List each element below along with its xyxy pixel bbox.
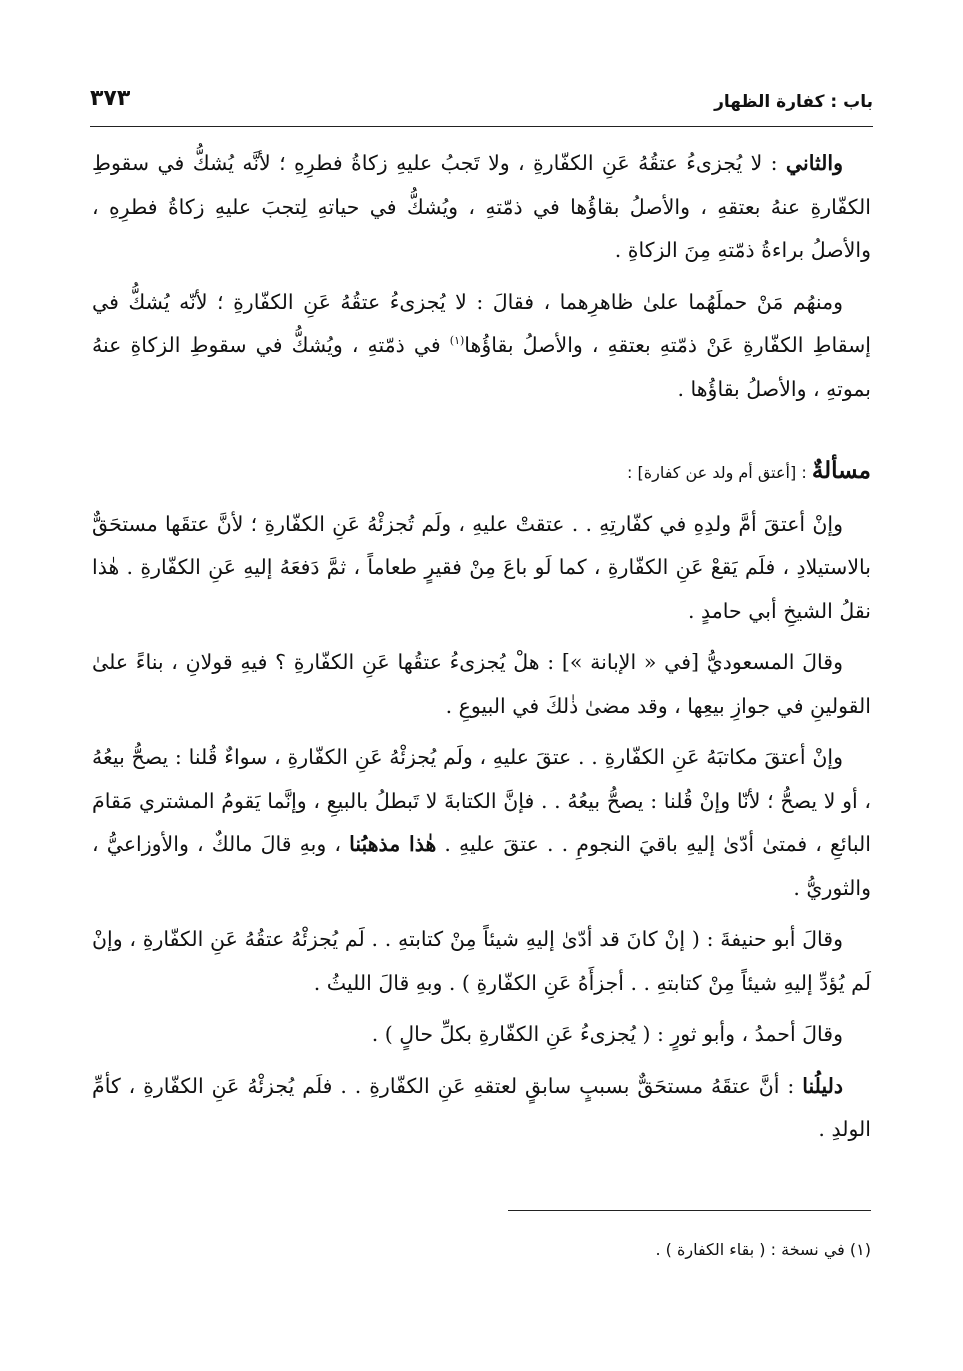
- paragraph: [92, 918, 871, 1005]
- paragraph: [92, 641, 871, 728]
- main-text: [92, 142, 871, 1160]
- footnote-text: في نسخة : ( بقاء الكفارة ) .: [655, 1240, 845, 1259]
- paragraph: [92, 1065, 871, 1152]
- section-heading-lead: مسألةٌ: [811, 457, 871, 484]
- footnote-divider: [508, 1210, 871, 1211]
- paragraph-text: ومنهُم مَنْ حملَهُما علىٰ ظاهرِهما ، فقالَ : لا يُجزىءُ عتقُهُ عَنِ الكفّارةِ ؛ لأنّه يُشكُّ في إسقاطِ الكفّارةِ عَنْ ذمّتهِ بعتقهِ ، والأصلُ بقاؤُها: [92, 289, 871, 357]
- paragraph-text: وإنْ أعتقَ أمَّ ولدِهِ في كفّارتِهِ . . عتقتْ عليهِ ، ولَم تُجزئْهُ عَنِ الكفّارةِ ؛ لأنَّ عتقَها مستحَقٌّ بالاستيلادِ ، فلَم يَقعْ عَنِ الكفّارةِ ، كما لَو باعَ مِنْ فقيرٍ طعاماً ، ثمَّ دَفعَهُ إليهِ عَنِ الكفّارةِ . هٰذا نقلُ الشيخِ أبي حامدٍ .: [92, 511, 871, 623]
- paragraph-lead: والثاني: [785, 151, 843, 175]
- paragraph-text: وقالَ المسعوديُّ [في « الإبانة »] : هلْ يُجزىءُ عتقُها عَنِ الكفّارةِ ؟ فيهِ قولانِ ، بناءً علىٰ القولينِ في جوازِ بيعِها ، وقد مضىٰ ذٰلكَ في البيوعِ .: [92, 650, 871, 718]
- paragraph: [92, 142, 871, 273]
- paragraph: [92, 503, 871, 634]
- paragraph-text: : أنَّ عتقَهُ مستحَقٌّ بسببٍ سابقٍ لعتقهِ عَنِ الكفّارةِ . . فلَم يُجزئْهُ عَنِ الكفّارةِ ، كأمِّ الولدِ .: [92, 1073, 871, 1141]
- paragraph: [92, 281, 871, 412]
- paragraph-emphasis: هٰذا مذهبُنا: [349, 832, 437, 856]
- paragraph-lead: دليلُنا: [802, 1073, 843, 1098]
- footnote-ref[interactable]: (١): [449, 334, 465, 348]
- paragraph: [92, 1013, 871, 1057]
- section-heading-title: : [أعتق أم ولد عن كفارة] :: [627, 463, 812, 482]
- page-number: ٣٧٣: [90, 86, 131, 111]
- paragraph-text: وإنْ أعتقَ مكاتبَهُ عَنِ الكفّارةِ . . عتقَ عليهِ ، ولَم يُجزئْهُ عَنِ الكفّارةِ ، سواءٌ قُلنا : يصحُّ بيعُهُ ، أو لا يصحُّ ؛ لأنّا وإنْ قُلنا : يصحُّ بيعُهُ . . فإنَّ الكتابةَ لا تَبطلُ بالبيعِ ، وإنَّما يَقومُ المشتري مَقامَ البائعِ ، فمتىٰ أدّىٰ إليهِ باقيَ النجومِ . . عتقَ عليهِ .: [92, 745, 871, 856]
- paragraph: [92, 736, 871, 910]
- footnote-marker: (١): [849, 1240, 871, 1259]
- paragraph-text: وقالَ أبو حنيفةَ : ( إنْ كانَ قد أدّىٰ إليهِ شيئاً مِنْ كتابتهِ . . لَم يُجزئْهُ عتقُهُ عَنِ الكفّارةِ ، وإنْ لَم يُؤدِّ إليهِ شيئاً مِنْ كتابتهِ . . أجزأَهُ عَنِ الكفّارةِ ) . وبهِ قالَ الليثُ .: [92, 927, 871, 995]
- footnote: [92, 1240, 871, 1259]
- section-heading: [92, 449, 871, 495]
- paragraph-text: في ذمّتهِ ، ويُشكُّ في سقوطِ الزكاةِ عنهُ بموتهِ ، والأصلُ بقاؤُها .: [92, 333, 871, 401]
- paragraph-text: وقالَ أحمدُ ، وأبو ثورٍ : ( يُجزىءُ عَنِ الكفّارةِ بكلِّ حالٍ ) .: [371, 1022, 843, 1046]
- paragraph-text: ، وبهِ قالَ مالكٌ ، والأوزاعيُّ ، والثوريُّ .: [92, 832, 871, 900]
- paragraph-text: : لا يُجزىءُ عتقُهُ عَنِ الكفّارةِ ، ولا تَجبُ عليهِ زكاةُ فطرِهِ ؛ لأنَّه يُشكُّ في سقوطِ الكفّارةِ عنهُ بعتقهِ ، والأصلُ بقاؤُها في ذمّتهِ ، ويُشكُّ في حياتهِ لِتجبَ عليهِ زكاةُ فطرِهِ ، والأصلُ براءةُ ذمّتهِ مِنَ الزكاةِ .: [92, 151, 871, 262]
- running-header: [90, 86, 873, 127]
- chapter-title: باب : كفارة الظهار: [714, 92, 873, 112]
